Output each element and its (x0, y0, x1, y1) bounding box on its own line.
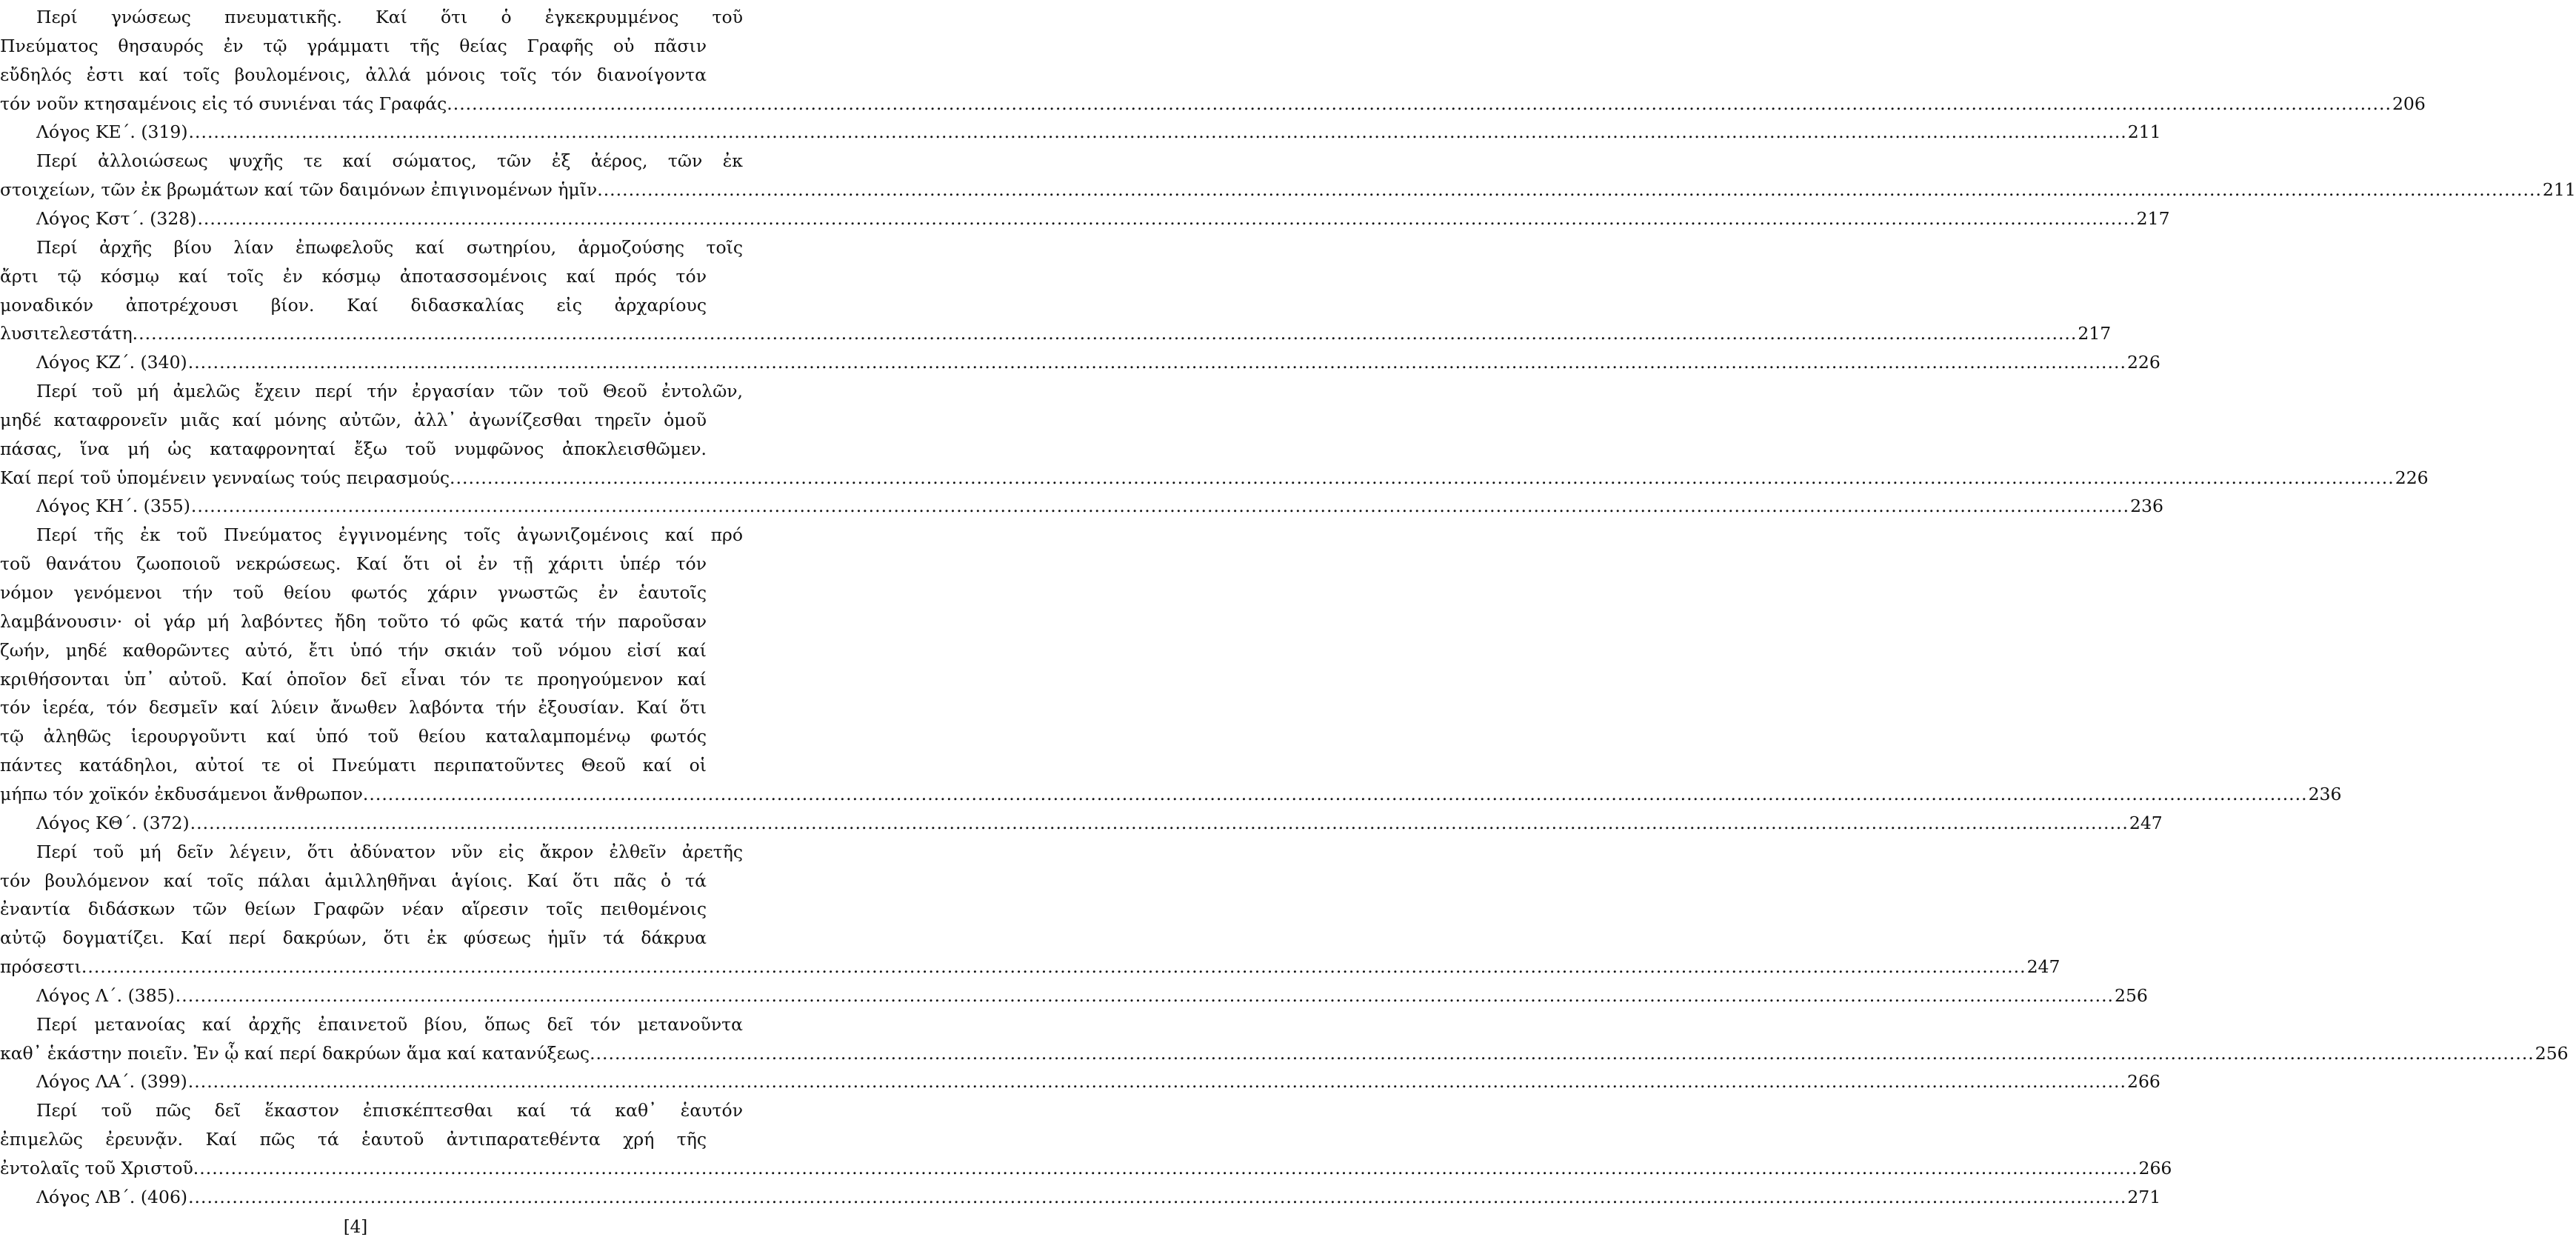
dot-leader (453, 90, 2392, 118)
text-line: λαμβάνουσιν· οἱ γάρ μή λαβόντες ἤδη τοῦτο τό φῶς κατά τήν παροῦσαν (0, 610, 707, 632)
page-ref: 266 (2127, 1071, 2160, 1093)
toc-entry-line (0, 90, 2426, 118)
dot-leader (197, 204, 2135, 233)
dot-leader (604, 176, 2542, 204)
page-ref: 226 (2126, 352, 2160, 373)
text-line: αὐτῷ δογματίζει. Καί περί δακρύων, ὅτι ἐκ φύσεως ἡμῖν τά δάκρυα (0, 927, 707, 949)
text-line: τόν ἱερέα, τόν δεσμεῖν καί λύειν ἄνωθεν λαβόντα τήν ἐξουσίαν. Καί ὅτι (0, 697, 707, 718)
entry-title: Λόγος Λ΄. (385) (36, 984, 175, 1006)
toc-entry-line (0, 492, 2163, 520)
dot-leader (369, 780, 2307, 808)
toc-entry-line (0, 1154, 2172, 1182)
toc-entry-line (0, 1039, 2569, 1067)
dot-leader (456, 464, 2395, 492)
entry-title: μήπω τόν χοϊκόν ἐκδυσάμενοι ἄνθρωπον. (0, 783, 369, 804)
page-ref: 226 (2395, 467, 2429, 488)
entry-title: Καί περί τοῦ ὑπομένειν γενναίως τούς πειρασμούς. (0, 467, 456, 488)
text-line: μηδέ καταφρονεῖν μιᾶς καί μόνης αὐτῶν, ἀλλ᾽ ἀγωνίζεσθαι τηρεῖν ὁμοῦ (0, 409, 707, 430)
entry-title: τόν νοῦν κτησαμένοις εἰς τό συνιέναι τάς Γραφάς. (0, 93, 453, 114)
text-line: Πνεύματος θησαυρός ἐν τῷ γράμματι τῆς θείας Γραφῆς οὐ πᾶσιν (0, 35, 707, 56)
toc-entry-line (0, 464, 2429, 492)
dot-leader (190, 809, 2129, 837)
text-line: Περί γνώσεως πνευματικῆς. Καί ὅτι ὁ ἐγκεκρυμμένος τοῦ (36, 7, 743, 27)
dot-leader (188, 348, 2126, 376)
entry-title: Λόγος ΚΕ΄. (319) (36, 121, 188, 143)
entry-title: Λόγος ΚΗ΄. (355) (36, 496, 190, 517)
toc-entry-line (0, 1067, 2160, 1096)
dot-leader (188, 1067, 2126, 1096)
page-number: [4] (343, 1218, 368, 1237)
text-line: τόν βουλόμενον καί τοῖς πάλαι ἁμιλληθῆναι ἁγίοις. Καί ὅτι πᾶς ὁ τά (0, 870, 707, 891)
page-ref: 271 (2127, 1186, 2161, 1207)
toc-entry-line (0, 118, 2161, 146)
entry-title: Λόγος ΛΑ΄. (399) (36, 1071, 187, 1093)
toc-entry-line (0, 319, 2112, 347)
text-line: Περί μετανοίας καί ἀρχῆς ἐπαινετοῦ βίου, ὅπως δεῖ τόν μετανοῦντα (36, 1013, 743, 1035)
text-line: Περί τῆς ἐκ τοῦ Πνεύματος ἐγγινομένης τοῖς ἀγωνιζομένοις καί πρό (36, 524, 743, 546)
entry-title: Λόγος Κστ΄. (328) (36, 207, 197, 229)
entry-title: Λόγος ΚΘ΄. (372) (36, 812, 190, 833)
toc-entry-line (0, 809, 2163, 837)
entry-title: ἐντολαῖς τοῦ Χριστοῦ. (0, 1158, 199, 1178)
dot-leader (87, 953, 2026, 981)
entry-title: καθ᾽ ἑκάστην ποιεῖν. Ἐν ᾧ καί περί δακρύων ἅμα καί κατανύξεως. (0, 1042, 595, 1064)
entry-title: Λόγος ΚΖ΄. (340) (36, 352, 187, 373)
text-line: τῷ ἀληθῶς ἱερουργοῦντι καί ὑπό τοῦ θείου καταλαμπομένῳ φωτός (0, 726, 707, 747)
text-line: ἄρτι τῷ κόσμῳ καί τοῖς ἐν κόσμῳ ἀποτασσομένοις καί πρός τόν (0, 265, 707, 287)
dot-leader (188, 1183, 2126, 1211)
text-line: πάντες κατάδηλοι, αὐτοί τε οἱ Πνεύματι περιπατοῦντες Θεοῦ καί οἱ (0, 755, 707, 776)
entry-title: στοιχείων, τῶν ἐκ βρωμάτων καί τῶν δαιμόνων ἐπιγινομένων ἡμῖν. (0, 179, 603, 201)
entry-title: Λόγος ΛΒ΄. (406) (36, 1186, 188, 1207)
dot-leader (596, 1039, 2535, 1067)
text-line: μοναδικόν ἀποτρέχουσι βίον. Καί διδασκαλίας εἰς ἀρχαρίους (0, 294, 707, 316)
text-line: Περί τοῦ πῶς δεῖ ἕκαστον ἐπισκέπτεσθαι καί τά καθ᾽ ἑαυτόν (36, 1100, 743, 1121)
toc-entry-line (0, 176, 2576, 204)
page-ref: 211 (2127, 121, 2161, 143)
text-line: Περί ἀλλοιώσεως ψυχῆς τε καί σώματος, τῶν ἐξ ἀέρος, τῶν ἐκ (36, 150, 743, 172)
entry-title: λυσιτελεστάτη. (0, 323, 139, 344)
dot-leader (139, 319, 2077, 347)
text-line: Περί ἀρχῆς βίου λίαν ἐπωφελοῦς καί σωτηρίου, ἁρμοζούσης τοῖς (36, 236, 743, 258)
text-line: νόμον γενόμενοι τήν τοῦ θείου φωτός χάριν γνωστῶς ἐν ἑαυτοῖς (0, 582, 707, 603)
toc-entry-line (0, 780, 2342, 808)
dot-leader (199, 1154, 2138, 1182)
toc-entry-line (0, 953, 2061, 981)
text-line: πάσας, ἵνα μή ὡς καταφρονηταί ἔξω τοῦ νυμφῶνος ἀποκλεισθῶμεν. (0, 438, 707, 459)
page-ref: 266 (2138, 1158, 2172, 1178)
entry-title: πρόσεστι. (0, 956, 87, 978)
toc-entry-line (0, 204, 2170, 233)
text-line: ζωήν, μηδέ καθορῶντες αὐτό, ἔτι ὑπό τήν σκιάν τοῦ νόμου εἰσί καί (0, 639, 707, 661)
page-ref: 256 (2535, 1042, 2569, 1064)
page-ref: 236 (2130, 496, 2163, 517)
page-ref: 206 (2392, 93, 2426, 114)
dot-leader (189, 118, 2127, 146)
page-ref: 217 (2136, 207, 2170, 229)
page-ref: 236 (2308, 783, 2342, 804)
text-line: ἐπιμελῶς ἐρευνᾷν. Καί πῶς τά ἑαυτοῦ ἀντιπαρατεθέντα χρή τῆς (0, 1129, 707, 1150)
text-line: ἐναντία διδάσκων τῶν θείων Γραφῶν νέαν αἵρεσιν τοῖς πειθομένοις (0, 898, 707, 920)
toc-entry-line (0, 1183, 2161, 1211)
text-line: Περί τοῦ μή ἀμελῶς ἔχειν περί τήν ἐργασίαν τῶν τοῦ Θεοῦ ἐντολῶν, (36, 381, 743, 402)
dot-leader (176, 981, 2114, 1010)
text-line: τοῦ θανάτου ζωοποιοῦ νεκρώσεως. Καί ὅτι οἱ ἐν τῇ χάριτι ὑπέρ τόν (0, 553, 707, 575)
page-ref: 247 (2026, 956, 2061, 978)
page-ref: 256 (2115, 984, 2148, 1006)
page-ref: 247 (2129, 812, 2163, 833)
text-line: κριθήσονται ὑπ᾽ αὐτοῦ. Καί ὁποῖον δεῖ εἶναι τόν τε προηγούμενον καί (0, 668, 707, 690)
dot-leader (191, 492, 2129, 520)
page-ref: 211 (2542, 179, 2576, 201)
toc-entry-line (0, 348, 2160, 376)
text-line: Περί τοῦ μή δεῖν λέγειν, ὅτι ἀδύνατον νῦν εἰς ἄκρον ἐλθεῖν ἀρετῆς (36, 841, 743, 862)
text-line: εὔδηλός ἐστι καί τοῖς βουλομένοις, ἀλλά μόνοις τοῖς τόν διανοίγοντα (0, 64, 707, 85)
toc-entry-line (0, 981, 2148, 1010)
page-ref: 217 (2078, 323, 2112, 344)
